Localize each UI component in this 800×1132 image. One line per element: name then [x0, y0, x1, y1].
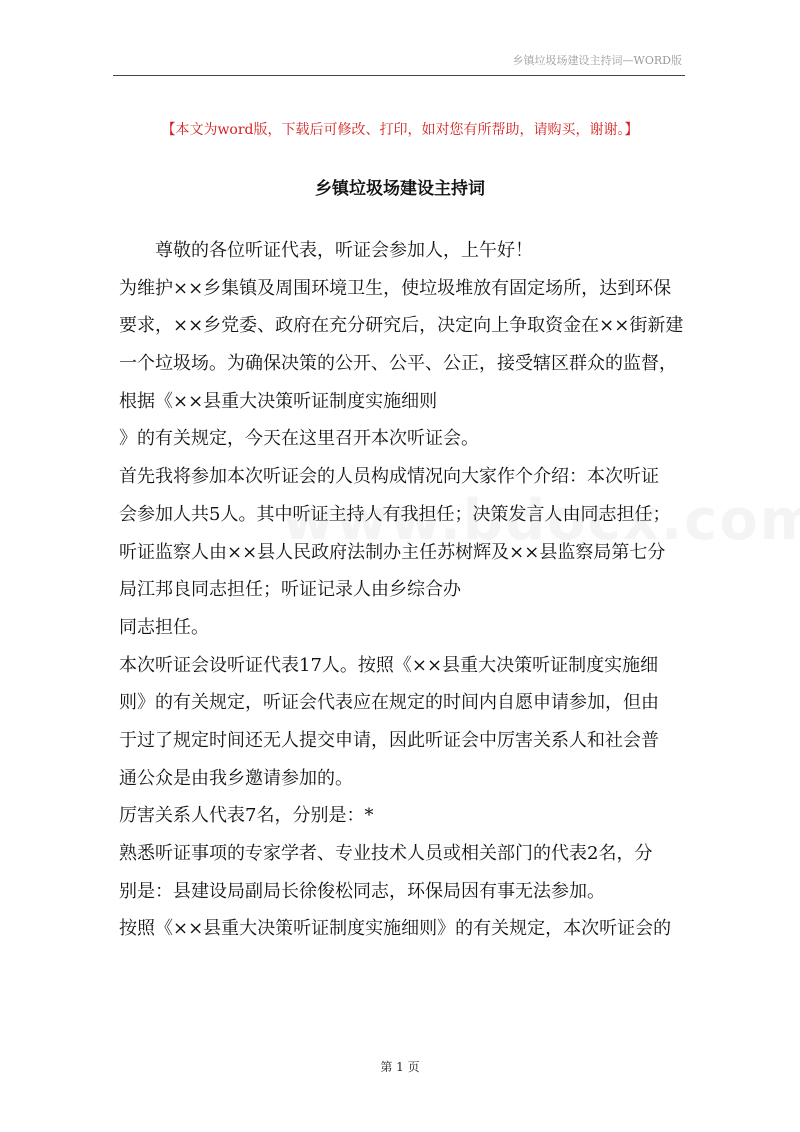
- body-line: 为维护××乡集镇及周围环境卫生，使垃圾堆放有固定场所，达到环保: [119, 277, 672, 299]
- running-header: 乡镇垃圾场建设主持词—WORD版: [512, 54, 682, 67]
- body-line: 会参加人共5人。其中听证主持人有我担任；决策发言人由同志担任；: [119, 503, 671, 525]
- body-line: 首先我将参加本次听证会的人员构成情况向大家作个介绍：本次听证: [119, 466, 659, 488]
- body-line: 则》的有关规定，听证会代表应在规定的时间内自愿申请参加，但由: [119, 692, 659, 714]
- page-number: 第 1 页: [380, 1060, 420, 1074]
- body-line: 同志担任。: [119, 616, 209, 638]
- body-line: 本次听证会设听证代表17人。按照《××县重大决策听证制度实施细: [119, 654, 659, 676]
- body-line: 熟悉听证事项的专家学者、专业技术人员或相关部门的代表2名，分: [119, 843, 653, 864]
- body-line: 尊敬的各位听证代表，听证会参加人，上午好！: [155, 240, 533, 261]
- body-line: 别是：县建设局副局长徐俊松同志，环保局因有事无法参加。: [119, 880, 605, 902]
- body-line: 一个垃圾场。为确保决策的公开、公平、公正，接受辖区群众的监督，: [119, 353, 677, 375]
- body-line: 厉害关系人代表7名，分别是：*: [119, 805, 374, 827]
- document-body: [119, 232, 687, 948]
- header-divider: [113, 75, 685, 76]
- body-line: 要求，××乡党委、政府在充分研究后，决定向上争取资金在××街新建: [119, 315, 684, 337]
- body-line: 于过了规定时间还无人提交申请，因此听证会中厉害关系人和社会普: [119, 729, 659, 751]
- body-line: 根据《××县重大决策听证制度实施细则: [119, 390, 438, 412]
- body-line: 听证监察人由××县人民政府法制办主任苏树辉及××县监察局第七分: [119, 541, 666, 563]
- purchase-notice: 【本文为word版，下载后可修改、打印，如对您有所帮助，请购买，谢谢。】: [161, 122, 639, 138]
- body-line: 》的有关规定，今天在这里召开本次听证会。: [119, 428, 479, 450]
- body-line: 按照《××县重大决策听证制度实施细则》的有关规定，本次听证会的: [119, 918, 672, 940]
- body-line: 局江邦良同志担任；听证记录人由乡综合办: [119, 579, 461, 601]
- document-title: 乡镇垃圾场建设主持词: [315, 179, 485, 199]
- body-line: 通公众是由我乡邀请参加的。: [119, 767, 353, 789]
